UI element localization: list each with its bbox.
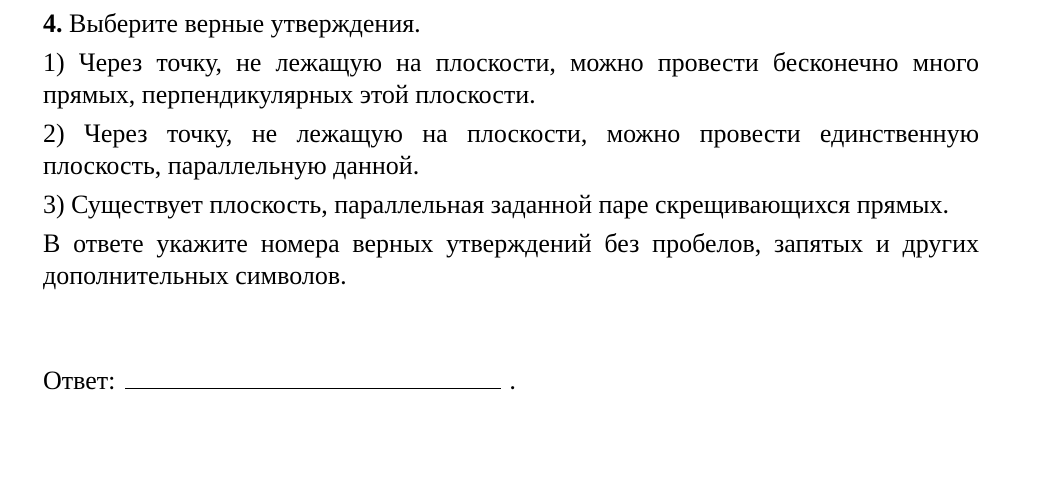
statement-2 (43, 118, 979, 182)
question-heading (43, 8, 979, 40)
answer-blank-line[interactable] (125, 362, 501, 389)
statement-1 (43, 47, 979, 111)
answer-row (43, 362, 516, 397)
statement-3 (43, 189, 979, 221)
instruction-text: В ответе укажите номера верных утверждений без пробелов, запятых и других дополнительных символов. (43, 229, 979, 290)
statement-number: 1) (43, 48, 65, 77)
statement-number: 2) (43, 119, 65, 148)
statement-text: Существует плоскость, параллельная заданной паре скрещивающихся прямых. (71, 190, 950, 219)
answer-label: Ответ: (43, 366, 116, 395)
statement-number: 3) (43, 190, 65, 219)
question-prompt: Выберите верные утверждения. (69, 9, 421, 38)
answer-end-mark: . (509, 366, 516, 395)
question-number: 4. (43, 9, 63, 38)
statement-text: Через точку, не лежащую на плоскости, можно провести единственную плоскость, параллельную данной. (43, 119, 979, 180)
statement-text: Через точку, не лежащую на плоскости, можно провести бесконечно много прямых, перпендикулярных этой плоскости. (43, 48, 979, 109)
task-block (43, 8, 979, 292)
